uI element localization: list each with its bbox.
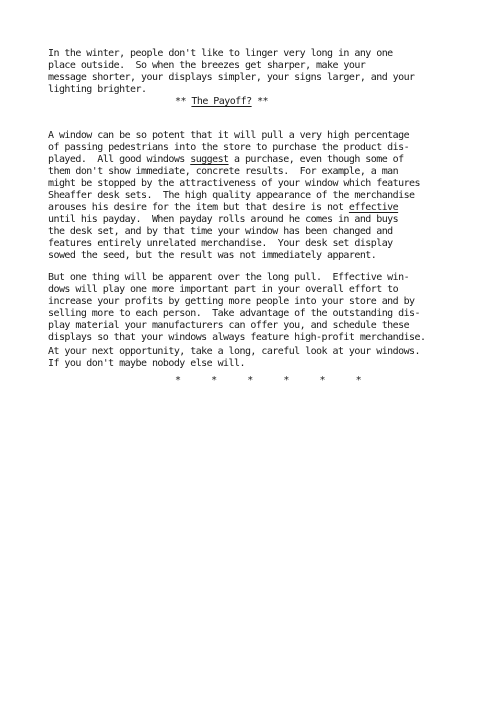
closing-stars: * * * * * * bbox=[175, 375, 362, 386]
paragraph-2-line-3 bbox=[48, 154, 404, 166]
paragraph-3-line-5: play material your manufacturers can offer you, and schedule these bbox=[48, 320, 410, 331]
paragraph-2-line-6: Sheaffer desk sets. The high quality appearance of the merchandise bbox=[48, 190, 415, 201]
paragraph-2-line-7 bbox=[48, 202, 398, 214]
heading-prefix: ** bbox=[175, 96, 192, 107]
heading-suffix: ** bbox=[251, 96, 269, 107]
paragraph-3-line-2: dows will play one more important part in your overall effort to bbox=[48, 284, 399, 295]
underlined-suggest: suggest bbox=[190, 154, 229, 165]
paragraph-2-line-1: A window can be so potent that it will pull a very high percentage bbox=[48, 130, 410, 141]
section-heading bbox=[175, 96, 268, 108]
underlined-effective: effective bbox=[348, 202, 399, 213]
paragraph-2-line-3-start: played. All good windows bbox=[48, 154, 191, 165]
heading-title: The Payoff? bbox=[191, 96, 252, 107]
paragraph-1-line-2: place outside. So when the breezes get sharper, make your bbox=[48, 60, 366, 71]
paragraph-4-line-2: If you don't maybe nobody else will. bbox=[48, 358, 245, 369]
paragraph-1-line-3: message shorter, your displays simpler, your signs larger, and your bbox=[48, 72, 415, 83]
paragraph-3-line-4: selling more to each person. Take advantage of the outstanding dis- bbox=[48, 308, 420, 319]
paragraph-2-line-9: the desk set, and by that time your window has been changed and bbox=[48, 226, 393, 237]
paragraph-2-line-2: of passing pedestrians into the store to purchase the product dis- bbox=[48, 142, 410, 153]
paragraph-2-line-4: them don't show immediate, concrete results. For example, a man bbox=[48, 166, 399, 177]
paragraph-2-line-7-start: arouses his desire for the item but that desire is not bbox=[48, 202, 349, 213]
paragraph-2-line-5: might be stopped by the attractiveness of your window which features bbox=[48, 178, 420, 189]
paragraph-1-line-1: In the winter, people don't like to linger very long in any one bbox=[48, 48, 393, 59]
paragraph-2-line-11: sowed the seed, but the result was not immediately apparent. bbox=[48, 250, 377, 261]
paragraph-2-line-8: until his payday. When payday rolls around he comes in and buys bbox=[48, 214, 399, 225]
paragraph-2-line-10: features entirely unrelated merchandise. Your desk set display bbox=[48, 238, 393, 249]
paragraph-2-line-3-end: a purchase, even though some of bbox=[228, 154, 404, 165]
paragraph-3-line-6: displays so that your windows always feature high-profit merchandise. bbox=[48, 332, 426, 343]
paragraph-3-line-1: But one thing will be apparent over the long pull. Effective win- bbox=[48, 272, 410, 283]
paragraph-4-line-1: At your next opportunity, take a long, careful look at your windows. bbox=[48, 346, 420, 357]
paragraph-3-line-3: increase your profits by getting more people into your store and by bbox=[48, 296, 415, 307]
paragraph-1-line-4: lighting brighter. bbox=[48, 84, 147, 95]
